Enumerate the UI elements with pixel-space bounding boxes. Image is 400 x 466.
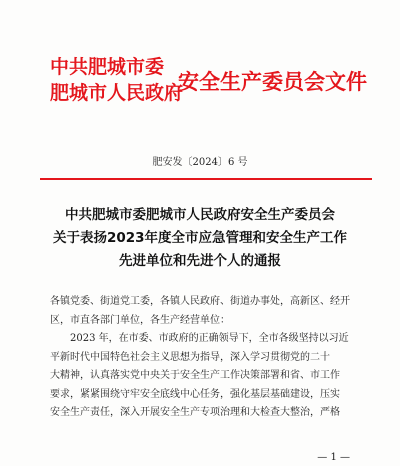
issuer-suffix: 安全生产委员会文件 bbox=[178, 70, 367, 94]
issuer-names bbox=[50, 54, 184, 106]
body-line: 安全生产责任，深入开展安全生产专项治理和大检查大整治，严格 bbox=[50, 407, 340, 418]
issuer-line-1: 中共肥城市委 bbox=[50, 56, 165, 78]
body-line: 平新时代中国特色社会主义思想为指导，深入学习贯彻党的二十 bbox=[50, 351, 330, 363]
body-line: 要求，紧紧围绕守牢安全底线中心任务，强化基层基础建设，压实 bbox=[50, 388, 340, 400]
title-line: 中共肥城市委肥城市人民政府安全生产委员会 bbox=[65, 207, 335, 223]
document-body bbox=[50, 293, 370, 423]
issuer-line-2: 肥城市人民政府 bbox=[50, 82, 184, 104]
red-divider bbox=[40, 178, 372, 180]
body-line: 2023 年，在市委、市政府的正确领导下，全市各级坚持以习近 bbox=[70, 333, 349, 344]
document-title bbox=[0, 204, 400, 273]
title-line: 先进单位和先进个人的通报 bbox=[119, 253, 281, 269]
salutation-line: 各镇党委、街道党工委，各镇人民政府、街道办事处，高新区、经开 bbox=[50, 296, 350, 307]
salutation-line: 区，市直各部门单位，各生产经营单位： bbox=[50, 314, 230, 326]
document-number: 肥安发〔2024〕6 号 bbox=[152, 157, 248, 168]
title-line: 关于表扬2023年度全市应急管理和安全生产工作 bbox=[52, 230, 348, 246]
body-line: 大精神，认真落实党中央关于安全生产工作决策部署和省、市工作 bbox=[50, 370, 340, 381]
page-number: — 1 — bbox=[317, 452, 350, 463]
